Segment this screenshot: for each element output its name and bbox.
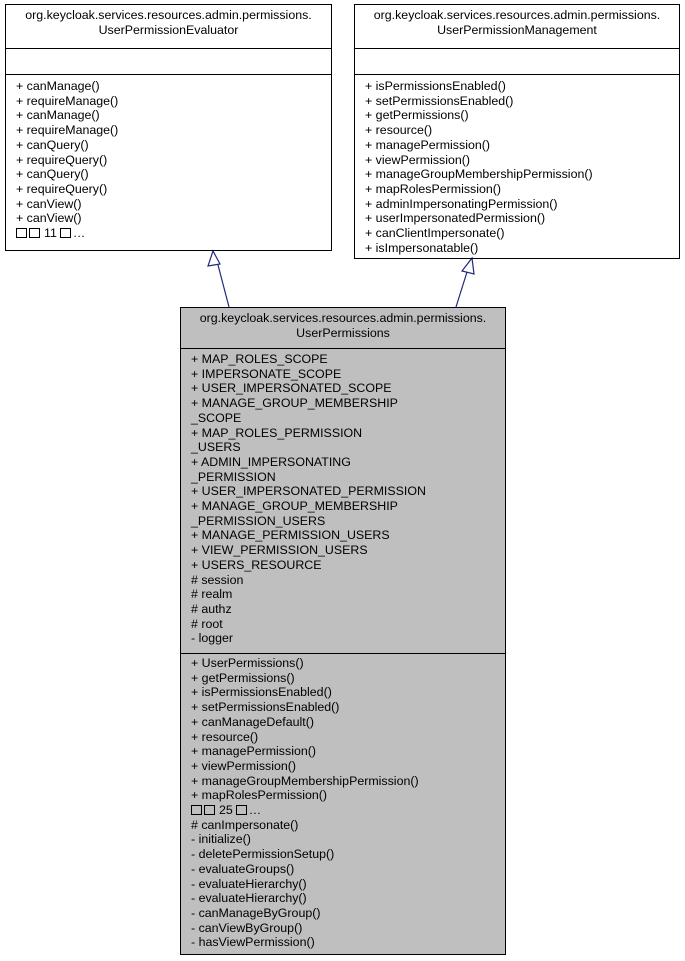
methods-section bbox=[6, 74, 331, 241]
method-item: + resource() bbox=[365, 123, 433, 138]
attributes-section bbox=[355, 48, 679, 74]
title-package: org.keycloak.services.resources.admin.permissions. bbox=[25, 8, 312, 22]
attribute-item: # authz bbox=[191, 601, 232, 616]
attribute-item: _SCOPE bbox=[191, 410, 242, 425]
ellipsis: … bbox=[248, 803, 262, 818]
method-item: + userImpersonatedPermission() bbox=[365, 211, 546, 226]
method-item: + adminImpersonatingPermission() bbox=[365, 196, 558, 211]
attribute-item: _PERMISSION_USERS bbox=[191, 513, 326, 528]
method-item: + resource() bbox=[191, 729, 259, 744]
method-item: - canViewByGroup() bbox=[191, 920, 303, 935]
attribute-item: + USER_IMPERSONATED_SCOPE bbox=[191, 381, 392, 396]
more-members-indicator bbox=[191, 803, 505, 818]
method-item: + viewPermission() bbox=[365, 152, 470, 167]
attribute-item: + VIEW_PERMISSION_USERS bbox=[191, 543, 368, 558]
attribute-item: # root bbox=[191, 616, 223, 631]
method-item: + requireQuery() bbox=[16, 181, 108, 196]
method-item: + canView() bbox=[16, 211, 82, 226]
method-item: + manageGroupMembershipPermission() bbox=[365, 167, 593, 182]
attributes-section bbox=[181, 348, 505, 653]
attribute-item: + MAP_ROLES_PERMISSION bbox=[191, 425, 363, 440]
method-item: + canManage() bbox=[16, 108, 100, 123]
method-item: + viewPermission() bbox=[191, 758, 296, 773]
edge-evaluator bbox=[208, 251, 229, 307]
method-item: - deletePermissionSetup() bbox=[191, 847, 335, 862]
method-item: + setPermissionsEnabled() bbox=[365, 93, 514, 108]
class-title bbox=[181, 308, 505, 348]
methods-section bbox=[355, 74, 679, 255]
method-item: + mapRolesPermission() bbox=[365, 181, 501, 196]
class-user-permission-evaluator[interactable] bbox=[5, 4, 332, 251]
class-user-permission-management[interactable] bbox=[354, 4, 680, 259]
more-count: 25 bbox=[219, 803, 233, 818]
attribute-item: + MANAGE_GROUP_MEMBERSHIP bbox=[191, 396, 398, 411]
attribute-item: - logger bbox=[191, 631, 234, 646]
method-item: + canView() bbox=[16, 196, 82, 211]
title-class-name: UserPermissionManagement bbox=[437, 22, 597, 37]
method-item: + managePermission() bbox=[365, 137, 490, 152]
attributes-section bbox=[6, 48, 331, 74]
attribute-item: + USERS_RESOURCE bbox=[191, 557, 322, 572]
missing-glyph-icon bbox=[16, 228, 27, 238]
attribute-item: + MANAGE_GROUP_MEMBERSHIP bbox=[191, 499, 398, 514]
attribute-item: + MANAGE_PERMISSION_USERS bbox=[191, 528, 390, 543]
title-class-name: UserPermissionEvaluator bbox=[98, 22, 239, 37]
method-item: + isPermissionsEnabled() bbox=[191, 685, 332, 700]
attribute-item: # realm bbox=[191, 587, 233, 602]
method-item: + requireQuery() bbox=[16, 152, 108, 167]
class-user-permissions[interactable] bbox=[180, 307, 506, 955]
generalization-arrowhead bbox=[462, 258, 474, 274]
method-item: + manageGroupMembershipPermission() bbox=[191, 773, 419, 788]
title-package: org.keycloak.services.resources.admin.permissions. bbox=[373, 8, 661, 22]
method-item: + canClientImpersonate() bbox=[365, 226, 505, 241]
missing-glyph-icon bbox=[236, 805, 247, 815]
attribute-item: + MAP_ROLES_SCOPE bbox=[191, 352, 328, 366]
method-item: + canQuery() bbox=[16, 137, 89, 152]
attribute-item: _USERS bbox=[191, 440, 241, 455]
attribute-item: + IMPERSONATE_SCOPE bbox=[191, 366, 342, 381]
generalization-arrowhead bbox=[208, 251, 220, 266]
methods-section bbox=[181, 653, 505, 950]
method-item: - initialize() bbox=[191, 832, 251, 847]
missing-glyph-icon bbox=[29, 228, 40, 238]
more-count: 11 bbox=[44, 226, 57, 241]
method-item: - canManageByGroup() bbox=[191, 905, 321, 920]
title-class-name: UserPermissions bbox=[296, 325, 390, 340]
method-item: - evaluateHierarchy() bbox=[191, 891, 307, 906]
method-item: - hasViewPermission() bbox=[191, 935, 315, 950]
missing-glyph-icon bbox=[60, 228, 71, 238]
method-item: + getPermissions() bbox=[191, 670, 295, 685]
more-members-indicator bbox=[16, 226, 331, 241]
title-package: org.keycloak.services.resources.admin.permissions. bbox=[199, 311, 487, 325]
edge-management bbox=[456, 258, 474, 307]
method-item: + setPermissionsEnabled() bbox=[191, 700, 340, 715]
attribute-item: + USER_IMPERSONATED_PERMISSION bbox=[191, 484, 426, 499]
method-item: - evaluateGroups() bbox=[191, 861, 295, 876]
class-title bbox=[6, 5, 331, 48]
method-item: + canQuery() bbox=[16, 167, 89, 182]
method-item: + requireManage() bbox=[16, 93, 119, 108]
attribute-item: # session bbox=[191, 572, 244, 587]
method-item: + managePermission() bbox=[191, 744, 316, 759]
missing-glyph-icon bbox=[191, 805, 202, 815]
missing-glyph-icon bbox=[204, 805, 215, 815]
method-item: + requireManage() bbox=[16, 123, 119, 138]
method-item: # canImpersonate() bbox=[191, 817, 299, 832]
method-item: + canManage() bbox=[16, 79, 100, 93]
attribute-item: + ADMIN_IMPERSONATING bbox=[191, 454, 351, 469]
method-item: + isImpersonatable() bbox=[365, 240, 479, 255]
ellipsis: … bbox=[72, 226, 86, 241]
method-item: + canManageDefault() bbox=[191, 714, 314, 729]
class-title bbox=[355, 5, 679, 48]
method-item: - evaluateHierarchy() bbox=[191, 876, 307, 891]
method-item: + mapRolesPermission() bbox=[191, 788, 327, 803]
attribute-item: _PERMISSION bbox=[191, 469, 276, 484]
method-item: + getPermissions() bbox=[365, 108, 469, 123]
method-item: + UserPermissions() bbox=[191, 656, 304, 670]
method-item: + isPermissionsEnabled() bbox=[365, 79, 506, 93]
